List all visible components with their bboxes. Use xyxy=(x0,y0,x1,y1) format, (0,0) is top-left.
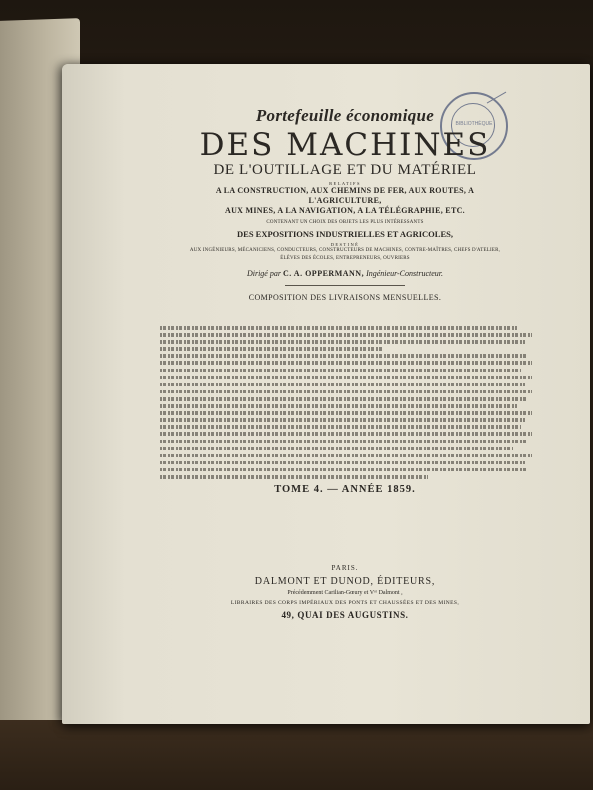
selection-note: CONTENANT UN CHOIX DES OBJETS LES PLUS INTÉRESSANTS xyxy=(266,220,424,225)
director-role: Ingénieur-Constructeur. xyxy=(366,269,444,278)
composition-heading: COMPOSITION DES LIVRAISONS MENSUELLES. xyxy=(248,293,442,302)
table-surface xyxy=(0,720,593,790)
title-page xyxy=(62,64,590,724)
fields-line-2: AUX MINES, A LA NAVIGATION, A LA TÉLÉGRAPHIE, ETC. xyxy=(225,206,465,215)
composition-paragraphs xyxy=(160,326,532,482)
director-prefix: Dirigé par xyxy=(246,269,281,278)
audience-line-1: AUX INGÉNIEURS, MÉCANICIENS, CONDUCTEURS, CONSTRUCTEURS DE MACHINES, CONTRE-MAÎTRES, CHEFS D'ATELIER, xyxy=(189,248,501,253)
formerly-line: Précédemment Carilian-Gœury et Vᵒʳ Dalmont , xyxy=(287,590,403,596)
city-label: PARIS. xyxy=(331,564,359,572)
libraries-line: LIBRAIRES DES CORPS IMPÉRIAUX DES PONTS ET CHAUSSÉES ET DES MINES, xyxy=(230,600,460,606)
divider-rule xyxy=(285,285,405,286)
destine-label: DESTINÉ xyxy=(330,242,360,247)
subtitle: DE L'OUTILLAGE ET DU MATÉRIEL xyxy=(213,162,477,178)
relatifs-label: RELATIFS xyxy=(329,181,361,186)
volume-line: TOME 4. — ANNÉE 1859. xyxy=(274,484,416,495)
exhibitions-line: DES EXPOSITIONS INDUSTRIELLES ET AGRICOLES, xyxy=(237,229,453,239)
director-line xyxy=(182,269,508,278)
title-block xyxy=(182,100,508,302)
director-name: C. A. OPPERMANN, xyxy=(282,269,365,278)
audience-line-2: ÉLÈVES DES ÉCOLES, ENTREPRENEURS, OUVRIERS xyxy=(280,256,410,261)
portefeuille-heading: Portefeuille économique xyxy=(255,106,435,125)
publisher-address: 49, QUAI DES AUGUSTINS. xyxy=(281,610,409,620)
publisher-block xyxy=(182,564,508,620)
fields-line-1: A LA CONSTRUCTION, AUX CHEMINS DE FER, AUX ROUTES, A L'AGRICULTURE, xyxy=(215,186,475,205)
main-title: DES MACHINES xyxy=(199,127,491,163)
stamp-legend: BIBLIOTHÈQUE xyxy=(455,121,493,127)
publisher-name: DALMONT ET DUNOD, ÉDITEURS, xyxy=(254,576,436,587)
